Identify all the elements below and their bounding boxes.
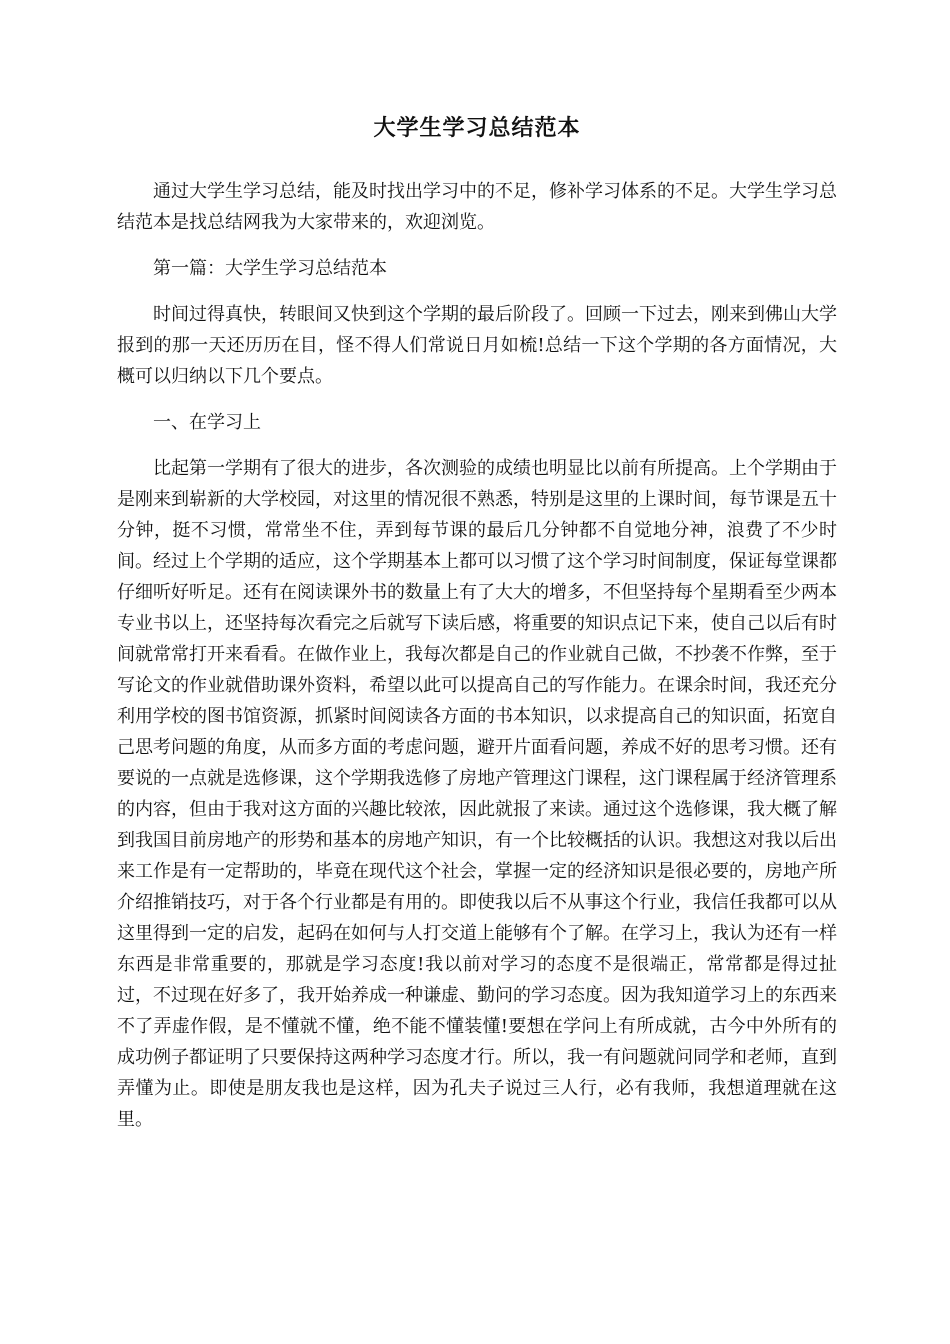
intro-paragraph: 通过大学生学习总结，能及时找出学习中的不足，修补学习体系的不足。大学生学习总结范本是找总结网我为大家带来的，欢迎浏览。 xyxy=(117,181,837,233)
section-heading-part-one: 第一篇：大学生学习总结范本 xyxy=(153,258,387,279)
subsection-heading-study: 一、在学习上 xyxy=(153,412,261,433)
document-title: 大学生学习总结范本 xyxy=(373,115,581,141)
opening-paragraph: 时间过得真快，转眼间又快到这个学期的最后阶段了。回顾一下过去，刚来到佛山大学报到的那一天还历历在目，怪不得人们常说日月如梳!总结一下这个学期的各方面情况，大概可以归纳以下几个要点。 xyxy=(117,304,837,387)
document-page xyxy=(117,110,837,1150)
study-paragraph: 比起第一学期有了很大的进步，各次测验的成绩也明显比以前有所提高。上个学期由于是刚来到崭新的大学校园，对这里的情况很不熟悉，特别是这里的上课时间，每节课是五十分钟，挺不习惯，常常坐不住，弄到每节课的最后几分钟都不自觉地分神，浪费了不少时间。经过上个学期的适应，这个学期基本上都可以习惯了这个学习时间制度，保证每堂课都仔细听好听足。还有在阅读课外书的数量上有了大大的增多，不但坚持每个星期看至少两本专业书以上，还坚持每次看完之后就写下读后感，将重要的知识点记下来，使自己以后有时间就常常打开来看看。在做作业上，我每次都是自己的作业就自己做，不抄袭不作弊，至于写论文的作业就借助课外资料，希望以此可以提高自己的写作能力。在课余时间，我还充分利用学校的图书馆资源，抓紧时间阅读各方面的书本知识，以求提高自己的知识面，拓宽自己思考问题的角度，从而多方面的考虑问题，避开片面看问题，养成不好的思考习惯。还有要说的一点就是选修课，这个学期我选修了房地产管理这门课程，这门课程属于经济管理系的内容，但由于我对这方面的兴趣比较浓，因此就报了来读。通过这个选修课，我大概了解到我国目前房地产的形势和基本的房地产知识，有一个比较概括的认识。我想这对我以后出来工作是有一定帮助的，毕竟在现代这个社会，掌握一定的经济知识是很必要的，房地产所介绍推销技巧，对于各个行业都是有用的。即使我以后不从事这个行业，我信任我都可以从这里得到一定的启发，起码在如何与人打交道上能够有个了解。在学习上，我认为还有一样东西是非常重要的，那就是学习态度!我以前对学习的态度不是很端正，常常都是得过扯过，不过现在好多了，我开始养成一种谦虚、勤问的学习态度。因为我知道学习上的东西来不了弄虚作假，是不懂就不懂，绝不能不懂装懂!要想在学问上有所成就，古今中外所有的成功例子都证明了只要保持这两种学习态度才行。所以，我一有问题就问同学和老师，直到弄懂为止。即使是朋友我也是这样，因为孔夫子说过三人行，必有我师，我想道理就在这里。 xyxy=(117,458,837,1130)
